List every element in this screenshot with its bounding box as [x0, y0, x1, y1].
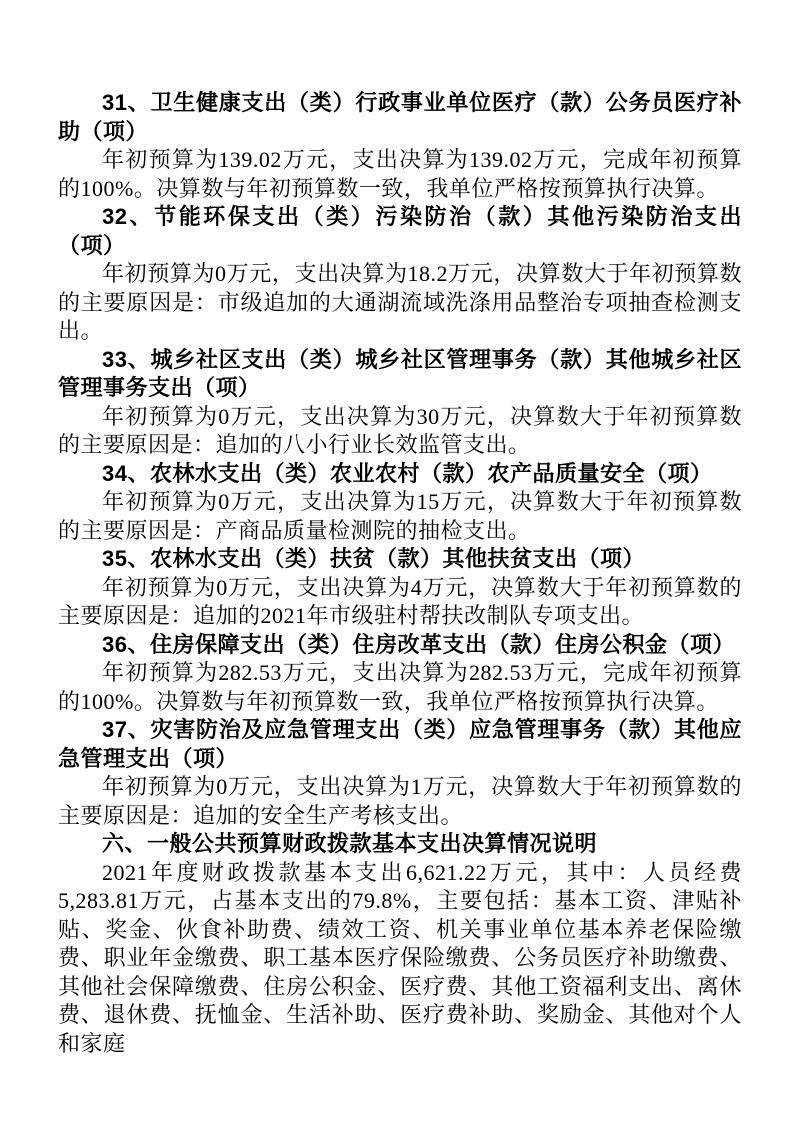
section-35-body: 年初预算为0万元，支出决算为4万元，决算数大于年初预算数的主要原因是：追加的2021年市级驻村帮扶改制队专项支出。 — [58, 574, 742, 628]
section-37-body: 年初预算为0万元，支出决算为1万元，决算数大于年初预算数的主要原因是：追加的安全生产考核支出。 — [58, 774, 742, 828]
section-34-heading: 34、农林水支出（类）农业农村（款）农产品质量安全（项） — [102, 460, 713, 486]
section-31-body: 年初预算为139.02万元，支出决算为139.02万元，完成年初预算的100%。决算数与年初预算数一致，我单位严格按预算执行决算。 — [58, 147, 742, 201]
section-6-heading: 六、一般公共预算财政拨款基本支出决算情况说明 — [102, 831, 598, 856]
section-32-body: 年初预算为0万元，支出决算为18.2万元，决算数大于年初预算数的主要原因是：市级追加的大通湖流域洗涤用品整治专项抽查检测支出。 — [58, 261, 742, 343]
section-37-heading: 37、灾害防治及应急管理支出（类）应急管理事务（款）其他应急管理支出（项） — [58, 717, 742, 771]
section-35-heading: 35、农林水支出（类）扶贫（款）其他扶贫支出（项） — [102, 546, 645, 571]
section-36-heading: 36、住房保障支出（类）住房改革支出（款）住房公积金（项） — [102, 631, 735, 657]
section-32-heading: 32、节能环保支出（类）污染防治（款）其他污染防治支出（项） — [58, 204, 742, 258]
section-6-body: 2021年度财政拨款基本支出6,621.22万元，其中：人员经费5,283.81万元，占基本支出的79.8%，主要包括：基本工资、津贴补贴、奖金、伙食补助费、绩效工资、机关事业单位基本养老保险缴费、职业年金缴费、职工基本医疗保险缴费、公务员医疗补助缴费、其他社会保障缴费、住房公积金、医疗费、其他工资福利支出、离休费、退休费、抚恤金、生活补助、医疗费补助、奖励金、其他对个人和家庭 — [58, 859, 742, 1056]
section-33-heading: 33、城乡社区支出（类）城乡社区管理事务（款）其他城乡社区管理事务支出（项） — [58, 346, 742, 400]
section-36-body: 年初预算为282.53万元，支出决算为282.53万元，完成年初预算的100%。决算数与年初预算数一致，我单位严格按预算执行决算。 — [58, 660, 742, 714]
document-text-block — [58, 89, 742, 1058]
section-34-body: 年初预算为0万元，支出决算为15万元，决算数大于年初预算数的主要原因是：产商品质量检测院的抽检支出。 — [58, 489, 742, 543]
section-31-heading: 31、卫生健康支出（类）行政事业单位医疗（款）公务员医疗补助（项） — [58, 90, 742, 144]
section-33-body: 年初预算为0万元，支出决算为30万元，决算数大于年初预算数的主要原因是：追加的八小行业长效监管支出。 — [58, 403, 742, 457]
